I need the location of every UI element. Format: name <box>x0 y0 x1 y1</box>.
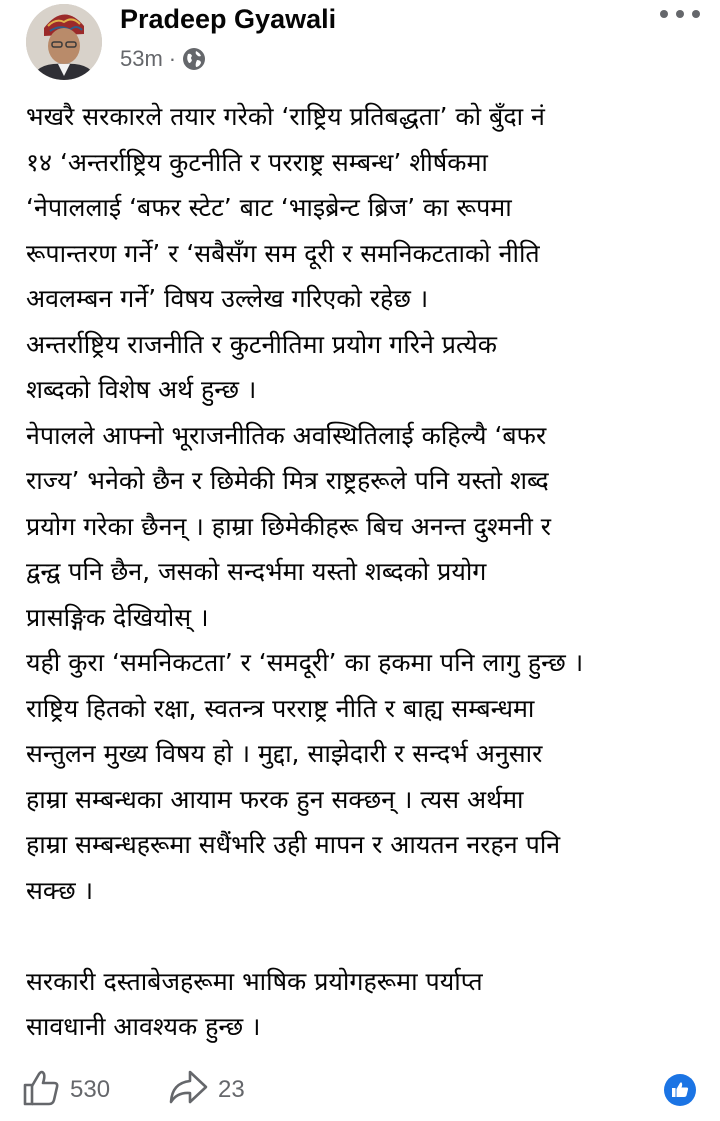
more-options-button[interactable] <box>660 4 700 24</box>
like-button[interactable] <box>22 1066 110 1114</box>
post-text-line: सक्छ । <box>26 875 94 905</box>
post-time[interactable]: 53m <box>120 46 163 71</box>
avatar-portrait <box>26 4 102 80</box>
thumbs-up-icon <box>22 1069 60 1111</box>
post-text-line: प्रासङ्गिक देखियोस् । <box>26 602 209 632</box>
post-text-line: १४ ‘अन्तर्राष्ट्रिय कुटनीति र परराष्ट्र सम्बन्ध’ शीर्षकमा <box>26 147 488 177</box>
globe-icon[interactable] <box>182 47 206 71</box>
post-text-line: सन्तुलन मुख्य विषय हो । मुद्दा, साझेदारी र सन्दर्भ अनुसार <box>26 739 543 768</box>
post-text-line <box>26 913 706 959</box>
post-text-line: अवलम्बन गर्ने’ विषय उल्लेख गरिएको रहेछ । <box>26 284 429 313</box>
post-text-line: अन्तर्राष्ट्रिय राजनीति र कुटनीतिमा प्रयोग गरिने प्रत्येक <box>26 329 497 359</box>
share-button[interactable] <box>168 1066 245 1114</box>
post-text-line: सरकारी दस्ताबेजहरूमा भाषिक प्रयोगहरूमा पर्याप्त <box>26 966 483 996</box>
post-text-line: यही कुरा ‘समनिकटता’ र ‘समदूरी’ का हकमा पनि लागु हुन्छ । <box>26 648 584 677</box>
author-avatar[interactable] <box>26 4 102 80</box>
like-count: 530 <box>70 1076 111 1103</box>
post-text-line: सावधानी आवश्यक हुन्छ । <box>26 1012 261 1041</box>
more-dot <box>660 10 668 18</box>
post-text-line: राष्ट्रिय हितको रक्षा, स्वतन्त्र परराष्ट्र नीति र बाह्य सम्बन्धमा <box>26 693 535 723</box>
post-footer <box>0 1066 720 1114</box>
post-text-line: प्रयोग गरेका छैनन् । हाम्रा छिमेकीहरू बिच अनन्त दुश्मनी र <box>26 511 551 541</box>
author-name[interactable]: Pradeep Gyawali <box>120 4 337 34</box>
post-header <box>0 0 720 90</box>
post-text <box>26 94 706 1050</box>
share-count: 23 <box>218 1076 245 1103</box>
more-dot <box>676 10 684 18</box>
share-arrow-icon <box>168 1069 208 1111</box>
like-reaction-icon[interactable] <box>664 1074 696 1106</box>
post-text-line: हाम्रा सम्बन्धका आयाम फरक हुन सक्छन् । त्यस अर्थमा <box>26 784 524 814</box>
post-text-line: शब्दको विशेष अर्थ हुन्छ । <box>26 375 257 404</box>
post-text-line: राज्य’ भनेको छैन र छिमेकी मित्र राष्ट्रहरूले पनि यस्तो शब्द <box>26 466 549 495</box>
post-meta <box>120 44 206 74</box>
meta-separator: · <box>168 46 177 71</box>
post-text-line: भखरै सरकारले तयार गरेको ‘राष्ट्रिय प्रतिबद्धता’ को बुँदा नं <box>26 102 545 131</box>
post-text-line: ‘नेपाललाई ‘बफर स्टेट’ बाट ‘भाइब्रेन्ट ब्रिज’ का रूपमा <box>26 193 512 222</box>
post-text-line: हाम्रा सम्बन्धहरूमा सधैंभरि उही मापन र आयतन नरहन पनि <box>26 830 561 859</box>
post-text-line: रूपान्तरण गर्ने’ र ‘सबैसँग सम दूरी र समनिकटताको नीति <box>26 238 540 268</box>
post-text-line: नेपालले आफ्नो भूराजनीतिक अवस्थितिलाई कहिल्यै ‘बफर <box>26 420 547 450</box>
more-dot <box>692 10 700 18</box>
post-text-line: द्वन्द्व पनि छैन, जसको सन्दर्भमा यस्तो शब्दको प्रयोग <box>26 557 487 586</box>
